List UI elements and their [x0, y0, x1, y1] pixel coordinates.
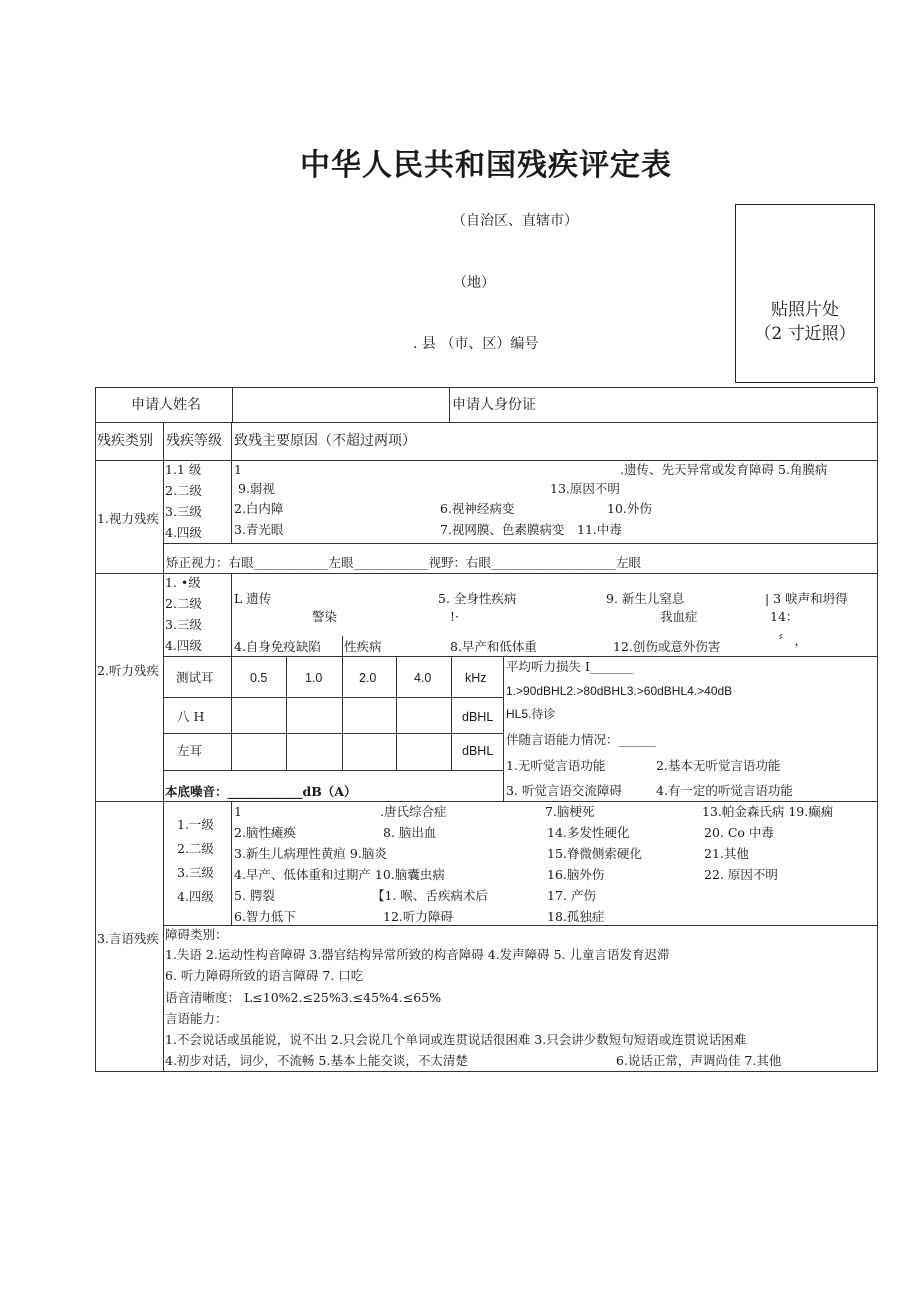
region-province: （自治区、直辖市）: [452, 213, 578, 229]
speech-cause: 14.多发性硬化: [547, 825, 630, 840]
speech-cause: 22. 原因不明: [704, 867, 778, 882]
speech-ability-list-2: 4.初步对话，词少，不流畅 5.基本上能交谈，不太清楚: [165, 1053, 468, 1068]
photo-label: 贴照片处: [771, 300, 839, 320]
disorder-type-list-2: 6. 听力障碍所致的语言障碍 7. 口吃: [165, 968, 364, 983]
region-prefecture: （地）: [453, 275, 495, 291]
photo-box: [735, 204, 875, 383]
speech-ability-list-3: 6.说话正常，声调尚佳 7.其他: [616, 1053, 782, 1068]
applicant-name-label: 申请人姓名: [131, 397, 201, 413]
speech-cause: 16.脑外伤: [547, 867, 605, 882]
applicant-id-label: 申请人身份证: [452, 397, 536, 413]
vision-cause: 13.原因不明: [550, 481, 620, 496]
speech-grade-1: 1.一级: [177, 817, 214, 832]
hearing-cause: 5. 全身性疾病: [438, 591, 517, 606]
freq-header: 1.0: [305, 671, 323, 685]
freq-unit-header: kHz: [465, 671, 487, 685]
vision-cause: 3.青光眼: [234, 522, 284, 537]
hearing-cause: L 遗传: [234, 591, 272, 606]
col-category-header: 残疾类别: [97, 433, 153, 449]
speech-ability-option: 4.有一定的听觉言语功能: [656, 783, 793, 798]
right-ear-unit: dBHL: [462, 710, 494, 724]
speech-cause: 13.帕金森氏病 19.癫痫: [702, 804, 834, 819]
disorder-type-title: 障碍类别：: [165, 927, 228, 942]
speech-ability-option: 3. 听觉言语交流障碍: [506, 783, 622, 798]
vision-cause: 6.视神经病变: [440, 501, 515, 516]
hearing-cause: 14：: [770, 609, 799, 624]
col-cause-header: 致残主要原因（不超过两项）: [234, 433, 416, 449]
hearing-cause: 警染: [312, 609, 338, 624]
hearing-cause: 〞 ，: [778, 633, 807, 648]
speech-cause: .唐氏综合症: [380, 804, 447, 819]
ambient-noise: 本底噪音：____________dB（A）: [165, 784, 357, 799]
vision-grade-2: 2.二级: [165, 483, 202, 498]
hearing-category-label: 2.听力残疾: [97, 663, 159, 678]
region-county-number: . 县 （市、区）编号: [413, 336, 539, 352]
speech-grade-2: 2.二级: [177, 841, 214, 856]
vision-cause: 1: [234, 462, 242, 477]
speech-cause: 17. 产伤: [547, 888, 596, 903]
speech-ability-option: 2.基本无听觉言语功能: [656, 758, 781, 773]
speech-ability-option: 1.无听觉言语功能: [506, 758, 606, 773]
speech-ability-label: 言语能力：: [165, 1011, 228, 1026]
corrected-vision-line: 矫正视力：右眼____________左眼____________视野：右眼____________________左眼: [166, 555, 642, 570]
average-hearing-loss: 平均听力损失 I_______: [506, 659, 634, 674]
speech-cause: 5. 腭裂: [234, 888, 275, 903]
photo-size-label: （2 寸近照）: [754, 324, 856, 344]
vision-cause: 2.白内障: [234, 501, 284, 516]
speech-cause: 【1. 喉、舌疾病术后: [372, 888, 488, 903]
speech-cause: 8. 脑出血: [383, 825, 437, 840]
hearing-cause: 我血症: [660, 609, 698, 624]
vision-cause: 7.视网膜、色素膜病变: [440, 522, 565, 537]
left-ear-label: 左耳: [177, 743, 203, 758]
speech-cause: 20. Co 中毒: [704, 825, 774, 840]
hearing-cause: 8.早产和低体重: [450, 639, 537, 654]
speech-cause: 7.脑梗死: [545, 804, 595, 819]
speech-ability-title: 伴随言语能力情况：______: [506, 732, 657, 747]
hearing-grade-4: 4.四级: [165, 638, 202, 653]
speech-cause: 18.孤独症: [547, 909, 605, 924]
speech-clarity: 语音清晰度： L≤10%2.≤25%3.≤45%4.≤65%: [165, 990, 442, 1005]
hearing-cause: 性疾病: [344, 639, 382, 654]
speech-cause: 21.其他: [704, 846, 749, 861]
vision-cause: .遗传、先天异常或发育障碍 5.角膜病: [620, 462, 828, 477]
hearing-grade-1: 1. •级: [165, 575, 201, 590]
vision-cause: 11.中毒: [577, 522, 622, 537]
speech-cause: 2.脑性瘫痪: [234, 825, 296, 840]
speech-cause: 12.听力障碍: [383, 909, 453, 924]
disorder-type-list: 1.失语 2.运动性构音障碍 3.器官结构异常所致的构音障碍 4.发声障碍 5. 儿童言语发育迟滞: [165, 947, 670, 962]
vision-cause: 10.外伤: [607, 501, 652, 516]
speech-grade-3: 3.三级: [177, 865, 214, 880]
vision-grade-1: 1.1 级: [165, 462, 202, 477]
hearing-cause: 12.创伤或意外伤害: [613, 639, 721, 654]
speech-cause: 3.新生儿病理性黄疸 9.脑炎: [234, 846, 387, 861]
speech-cause: 1: [234, 804, 242, 819]
hearing-levels-2: HL5.待诊: [506, 707, 556, 721]
hearing-levels: 1.>90dBHL2.>80dBHL3.>60dBHL4.>40dB: [506, 684, 733, 698]
vision-cause: 9.弱视: [238, 481, 275, 496]
hearing-cause: 4.自身免疫缺陷: [234, 639, 321, 654]
freq-header: 4.0: [414, 671, 432, 685]
hearing-cause: | 3 唳声和坍得: [765, 591, 848, 606]
speech-category-label: 3.言语残疾: [97, 931, 159, 946]
hearing-grade-3: 3.三级: [165, 617, 202, 632]
speech-ability-list: 1.不会说话或虽能说，说不出 2.只会说几个单词或连贯说话很困难 3.只会讲少数短句短语或连贯说话困难: [165, 1032, 747, 1047]
test-ear-header: 测试耳: [176, 670, 214, 685]
left-ear-unit: dBHL: [462, 744, 494, 758]
vision-grade-4: 4.四级: [165, 525, 202, 540]
speech-cause: 15.脊微侧索硬化: [547, 846, 642, 861]
col-grade-header: 残疾等级: [166, 433, 222, 449]
freq-header: 0.5: [250, 671, 268, 685]
right-ear-label: 八 H: [177, 709, 205, 724]
speech-cause: 6.智力低下: [234, 909, 296, 924]
page-title: 中华人民共和国残疾评定表: [300, 148, 672, 183]
vision-grade-3: 3.三级: [165, 504, 202, 519]
hearing-grade-2: 2.二级: [165, 596, 202, 611]
speech-cause: 4.早产、低体重和过期产 10.脑囊虫病: [234, 867, 445, 882]
vision-category-label: 1.视力残疾: [97, 511, 159, 526]
speech-grade-4: 4.四级: [177, 889, 214, 904]
hearing-cause: !·: [450, 609, 459, 624]
hearing-cause: 9. 新生儿窒息: [606, 591, 685, 606]
freq-header: 2.0: [359, 671, 377, 685]
